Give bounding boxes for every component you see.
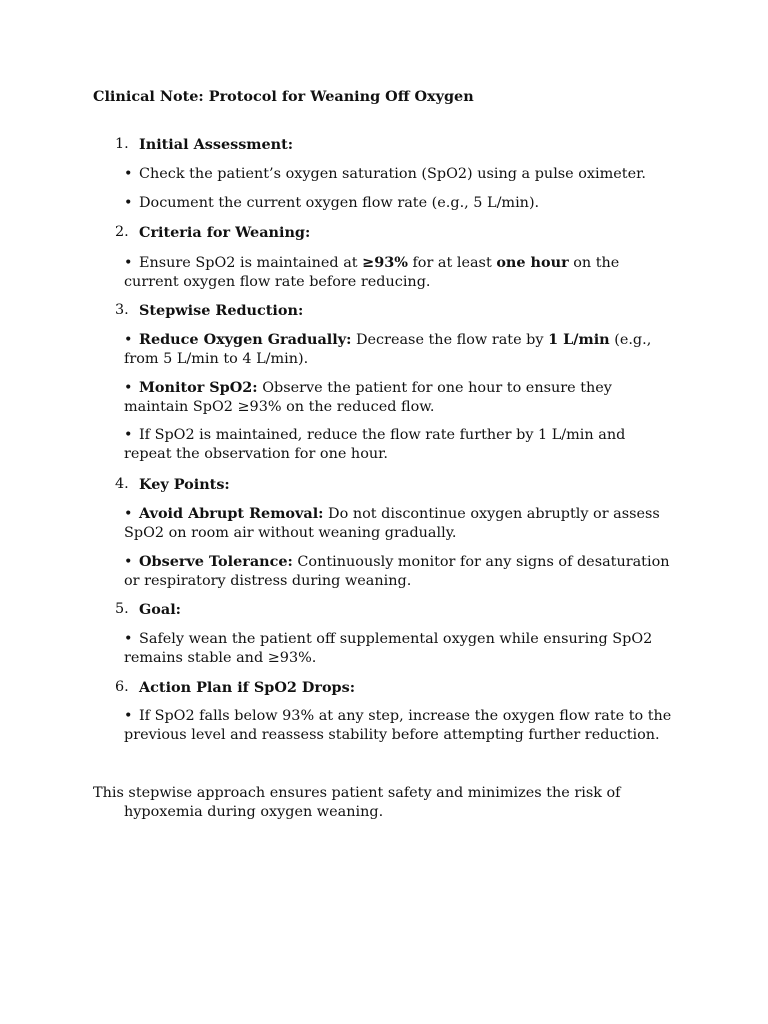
bullet-emphasis: 1 L/min xyxy=(548,331,610,348)
section-number: 2. xyxy=(115,224,129,240)
bullet-emphasis: one hour xyxy=(496,254,569,271)
bullet-item xyxy=(124,707,672,745)
section-number: 3. xyxy=(115,302,129,318)
bullet-lead: Monitor SpO2: xyxy=(139,379,258,396)
bullet-item xyxy=(124,630,672,668)
bullet-icon: • xyxy=(124,380,133,396)
bullet-icon: • xyxy=(124,255,133,271)
bullet-text: Ensure SpO2 is maintained at xyxy=(139,255,363,271)
bullet-text: Continuously monitor for any signs of desaturation or respiratory distress during weaning. xyxy=(124,554,670,589)
bullet-item xyxy=(124,426,672,464)
bullet-text: Observe the patient for one hour to ensure they maintain SpO2 ≥93% on the reduced flow. xyxy=(124,380,612,415)
section-number: 1. xyxy=(115,136,129,152)
bullet-text: Document the current oxygen flow rate (e.g., 5 L/min). xyxy=(139,195,540,211)
section-heading-label: Initial Assessment: xyxy=(139,136,294,153)
document-title: Clinical Note: Protocol for Weaning Off Oxygen xyxy=(93,88,474,105)
bullet-icon: • xyxy=(124,332,133,348)
bullet-text: Do not discontinue oxygen abruptly or assess SpO2 on room air without weaning gradually. xyxy=(124,506,660,541)
bullet-item xyxy=(124,330,672,369)
bullet-icon: • xyxy=(124,427,133,443)
bullet-lead: Observe Tolerance: xyxy=(139,553,293,570)
bullet-icon: • xyxy=(124,631,133,647)
section-heading-label: Action Plan if SpO2 Drops: xyxy=(139,679,356,696)
section-number: 6. xyxy=(115,679,129,695)
bullet-icon: • xyxy=(124,506,133,522)
closing-paragraph: This stepwise approach ensures patient safety and minimizes the risk of hypoxemia during oxygen weaning. xyxy=(93,785,621,820)
section-number: 5. xyxy=(115,601,129,617)
section-heading-label: Goal: xyxy=(139,601,181,618)
bullet-item xyxy=(124,504,672,543)
bullet-lead: Avoid Abrupt Removal: xyxy=(139,505,324,522)
bullet-text: Check the patient’s oxygen saturation (SpO2) using a pulse oximeter. xyxy=(139,166,646,182)
bullet-icon: • xyxy=(124,554,133,570)
bullet-text: If SpO2 falls below 93% at any step, increase the oxygen flow rate to the previous level and reassess stability before attempting further reduction. xyxy=(124,708,672,743)
bullet-icon: • xyxy=(124,195,133,211)
bullet-icon: • xyxy=(124,708,133,724)
bullet-item xyxy=(124,552,672,591)
section-heading-label: Criteria for Weaning: xyxy=(139,224,311,241)
bullet-item xyxy=(124,378,672,417)
bullet-item xyxy=(124,194,672,213)
section-heading-label: Stepwise Reduction: xyxy=(139,302,304,319)
bullet-text: (e.g., from 5 L/min to 4 L/min). xyxy=(124,332,652,367)
section-number: 4. xyxy=(115,476,129,492)
bullet-emphasis: ≥93% xyxy=(362,254,408,271)
bullet-text: Safely wean the patient off supplemental oxygen while ensuring SpO2 remains stable and ≥93%. xyxy=(124,631,653,666)
bullet-text: If SpO2 is maintained, reduce the flow rate further by 1 L/min and repeat the observation for one hour. xyxy=(124,427,626,462)
bullet-text: on the current oxygen flow rate before reducing. xyxy=(124,255,620,290)
section-heading-label: Key Points: xyxy=(139,476,230,493)
bullet-text: for at least xyxy=(407,255,497,271)
bullet-item xyxy=(124,253,672,292)
bullet-text: Decrease the flow rate by xyxy=(351,332,549,348)
bullet-icon: • xyxy=(124,166,133,182)
bullet-lead: Reduce Oxygen Gradually: xyxy=(139,331,352,348)
bullet-item xyxy=(124,165,672,184)
